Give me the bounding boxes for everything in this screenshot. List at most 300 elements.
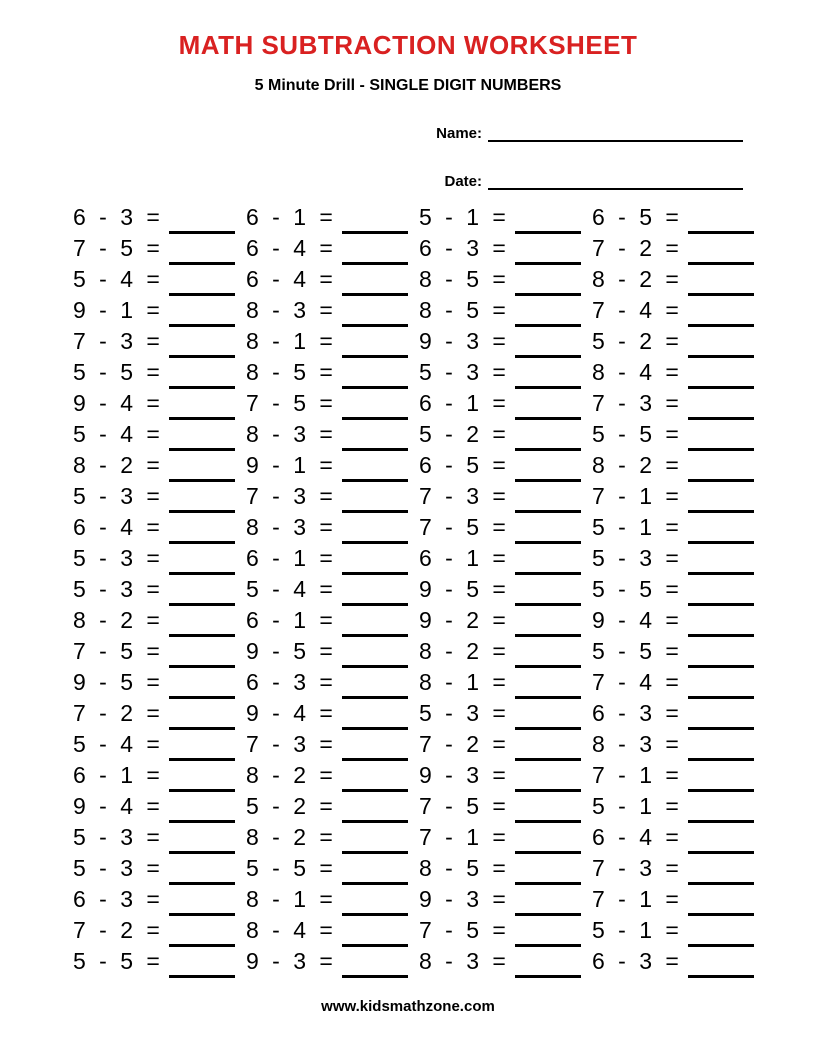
problem-cell — [246, 824, 419, 855]
problem-expression: 5 - 2 = — [246, 793, 334, 819]
answer-blank — [688, 297, 754, 327]
answer-blank — [515, 545, 581, 575]
problem-expression: 6 - 3 = — [246, 669, 334, 695]
name-write-line — [488, 120, 743, 142]
problem-cell — [419, 700, 592, 731]
answer-blank — [688, 762, 754, 792]
problem-cell — [73, 638, 246, 669]
answer-blank — [688, 948, 754, 978]
problem-expression: 7 - 1 = — [592, 483, 680, 509]
problem-cell — [246, 607, 419, 638]
answer-blank — [688, 514, 754, 544]
problem-expression: 8 - 5 = — [419, 855, 507, 881]
answer-blank — [515, 607, 581, 637]
answer-blank — [688, 886, 754, 916]
problem-cell — [246, 700, 419, 731]
problem-expression: 9 - 5 = — [73, 669, 161, 695]
answer-blank — [342, 669, 408, 699]
problem-cell — [246, 514, 419, 545]
problem-cell — [246, 948, 419, 979]
answer-blank — [169, 390, 235, 420]
problem-cell — [419, 328, 592, 359]
answer-blank — [342, 762, 408, 792]
problem-cell — [246, 855, 419, 886]
problem-expression: 7 - 5 = — [73, 235, 161, 261]
page-title: MATH SUBTRACTION WORKSHEET — [178, 30, 638, 60]
problem-expression: 5 - 4 = — [73, 731, 161, 757]
problem-expression: 7 - 1 = — [419, 824, 507, 850]
answer-blank — [169, 638, 235, 668]
answer-blank — [342, 235, 408, 265]
problem-cell — [592, 390, 765, 421]
answer-blank — [342, 204, 408, 234]
answer-blank — [688, 669, 754, 699]
problem-expression: 7 - 1 = — [592, 762, 680, 788]
problem-expression: 5 - 3 = — [73, 855, 161, 881]
problem-cell — [419, 483, 592, 514]
problem-cell — [246, 762, 419, 793]
problem-cell — [73, 514, 246, 545]
problem-expression: 5 - 5 = — [246, 855, 334, 881]
problem-cell — [73, 669, 246, 700]
problem-expression: 6 - 3 = — [73, 886, 161, 912]
problem-cell — [592, 545, 765, 576]
answer-blank — [515, 421, 581, 451]
answer-blank — [688, 452, 754, 482]
page-subtitle: 5 Minute Drill - SINGLE DIGIT NUMBERS — [254, 77, 562, 94]
answer-blank — [515, 886, 581, 916]
answer-blank — [169, 793, 235, 823]
problem-cell — [73, 266, 246, 297]
answer-blank — [342, 607, 408, 637]
problem-cell — [419, 421, 592, 452]
answer-blank — [169, 948, 235, 978]
problem-cell — [419, 576, 592, 607]
answer-blank — [515, 824, 581, 854]
name-label: Name: — [436, 125, 482, 142]
problem-cell — [73, 328, 246, 359]
problems-grid — [73, 204, 765, 979]
problem-expression: 5 - 4 = — [73, 266, 161, 292]
problem-expression: 6 - 4 = — [246, 235, 334, 261]
problem-expression: 7 - 3 = — [419, 483, 507, 509]
date-write-line — [488, 168, 743, 190]
problem-expression: 8 - 1 = — [419, 669, 507, 695]
problem-cell — [592, 328, 765, 359]
problem-expression: 8 - 4 = — [592, 359, 680, 385]
problem-expression: 5 - 4 = — [246, 576, 334, 602]
problem-expression: 7 - 4 = — [592, 669, 680, 695]
problem-cell — [592, 514, 765, 545]
problem-expression: 9 - 5 = — [419, 576, 507, 602]
problem-expression: 8 - 2 = — [592, 452, 680, 478]
problem-cell — [419, 545, 592, 576]
problem-cell — [73, 793, 246, 824]
answer-blank — [169, 545, 235, 575]
problem-cell — [73, 886, 246, 917]
problem-expression: 7 - 2 = — [419, 731, 507, 757]
problem-cell — [419, 855, 592, 886]
answer-blank — [342, 545, 408, 575]
problem-cell — [73, 235, 246, 266]
answer-blank — [515, 948, 581, 978]
answer-blank — [342, 886, 408, 916]
problem-expression: 7 - 3 = — [246, 731, 334, 757]
problem-cell — [592, 235, 765, 266]
problem-cell — [419, 948, 592, 979]
problem-cell — [246, 297, 419, 328]
problem-expression: 8 - 3 = — [592, 731, 680, 757]
problem-cell — [419, 638, 592, 669]
answer-blank — [688, 390, 754, 420]
problem-expression: 6 - 5 = — [592, 204, 680, 230]
answer-blank — [169, 359, 235, 389]
problem-cell — [592, 204, 765, 235]
problem-cell — [592, 793, 765, 824]
answer-blank — [169, 266, 235, 296]
problem-cell — [592, 297, 765, 328]
problem-cell — [592, 359, 765, 390]
problem-expression: 6 - 1 = — [419, 390, 507, 416]
problem-cell — [592, 917, 765, 948]
problem-cell — [419, 514, 592, 545]
problem-cell — [592, 266, 765, 297]
problem-expression: 7 - 1 = — [592, 886, 680, 912]
problem-expression: 8 - 2 = — [73, 452, 161, 478]
answer-blank — [169, 855, 235, 885]
problem-cell — [592, 421, 765, 452]
problem-cell — [246, 638, 419, 669]
answer-blank — [169, 576, 235, 606]
problem-expression: 7 - 5 = — [246, 390, 334, 416]
problem-expression: 7 - 3 = — [73, 328, 161, 354]
answer-blank — [342, 731, 408, 761]
answer-blank — [688, 421, 754, 451]
answer-blank — [688, 483, 754, 513]
problem-cell — [592, 700, 765, 731]
problem-expression: 5 - 5 = — [592, 421, 680, 447]
problem-expression: 6 - 3 = — [592, 700, 680, 726]
answer-blank — [169, 700, 235, 730]
problem-expression: 7 - 3 = — [246, 483, 334, 509]
problem-cell — [592, 576, 765, 607]
answer-blank — [515, 731, 581, 761]
problem-expression: 5 - 2 = — [419, 421, 507, 447]
problem-expression: 9 - 4 = — [73, 793, 161, 819]
answer-blank — [515, 390, 581, 420]
problem-cell — [73, 452, 246, 483]
answer-blank — [515, 359, 581, 389]
problem-expression: 6 - 3 = — [73, 204, 161, 230]
problem-cell — [419, 886, 592, 917]
problem-cell — [419, 204, 592, 235]
problem-expression: 6 - 5 = — [419, 452, 507, 478]
problem-cell — [246, 886, 419, 917]
problem-cell — [419, 917, 592, 948]
problem-expression: 7 - 4 = — [592, 297, 680, 323]
problem-cell — [419, 390, 592, 421]
problem-expression: 6 - 1 = — [246, 204, 334, 230]
answer-blank — [342, 328, 408, 358]
answer-blank — [515, 204, 581, 234]
problem-expression: 8 - 3 = — [246, 514, 334, 540]
problem-expression: 9 - 2 = — [419, 607, 507, 633]
problem-expression: 8 - 2 = — [246, 762, 334, 788]
problem-cell — [73, 917, 246, 948]
problem-cell — [73, 390, 246, 421]
problem-cell — [419, 297, 592, 328]
problem-cell — [419, 824, 592, 855]
answer-blank — [688, 917, 754, 947]
answer-blank — [169, 235, 235, 265]
problem-cell — [246, 452, 419, 483]
answer-blank — [515, 235, 581, 265]
problem-expression: 5 - 5 = — [73, 359, 161, 385]
problem-expression: 9 - 4 = — [246, 700, 334, 726]
problem-expression: 5 - 1 = — [592, 793, 680, 819]
answer-blank — [169, 421, 235, 451]
answer-blank — [515, 328, 581, 358]
problem-cell — [419, 266, 592, 297]
problem-cell — [246, 359, 419, 390]
answer-blank — [515, 700, 581, 730]
problem-expression: 5 - 5 = — [592, 638, 680, 664]
answer-blank — [688, 855, 754, 885]
answer-blank — [342, 576, 408, 606]
problem-expression: 5 - 3 = — [419, 359, 507, 385]
answer-blank — [515, 452, 581, 482]
problem-expression: 5 - 3 = — [592, 545, 680, 571]
problem-expression: 8 - 1 = — [246, 886, 334, 912]
answer-blank — [688, 545, 754, 575]
problem-cell — [246, 917, 419, 948]
answer-blank — [169, 483, 235, 513]
problem-expression: 8 - 5 = — [419, 266, 507, 292]
answer-blank — [169, 204, 235, 234]
problem-cell — [419, 359, 592, 390]
problem-expression: 6 - 1 = — [246, 607, 334, 633]
problem-expression: 8 - 2 = — [73, 607, 161, 633]
answer-blank — [688, 793, 754, 823]
answer-blank — [688, 731, 754, 761]
answer-blank — [342, 824, 408, 854]
problem-expression: 5 - 1 = — [592, 917, 680, 943]
problem-cell — [73, 359, 246, 390]
problem-expression: 5 - 5 = — [592, 576, 680, 602]
problem-expression: 7 - 2 = — [73, 917, 161, 943]
problem-expression: 9 - 3 = — [419, 762, 507, 788]
problem-expression: 6 - 3 = — [419, 235, 507, 261]
problem-expression: 6 - 3 = — [592, 948, 680, 974]
problem-expression: 5 - 3 = — [73, 824, 161, 850]
problem-expression: 9 - 4 = — [592, 607, 680, 633]
problem-expression: 8 - 1 = — [246, 328, 334, 354]
problem-expression: 6 - 1 = — [246, 545, 334, 571]
answer-blank — [169, 607, 235, 637]
problem-expression: 7 - 2 = — [73, 700, 161, 726]
answer-blank — [515, 266, 581, 296]
answer-blank — [515, 793, 581, 823]
problem-cell — [246, 390, 419, 421]
problem-cell — [592, 886, 765, 917]
answer-blank — [688, 576, 754, 606]
problem-expression: 8 - 5 = — [246, 359, 334, 385]
problem-expression: 9 - 3 = — [419, 886, 507, 912]
problem-cell — [592, 638, 765, 669]
problem-cell — [73, 855, 246, 886]
answer-blank — [515, 917, 581, 947]
problem-expression: 7 - 5 = — [73, 638, 161, 664]
answer-blank — [515, 514, 581, 544]
problem-cell — [419, 607, 592, 638]
answer-blank — [342, 855, 408, 885]
answer-blank — [688, 266, 754, 296]
answer-blank — [688, 700, 754, 730]
answer-blank — [688, 359, 754, 389]
answer-blank — [169, 917, 235, 947]
problem-expression: 7 - 5 = — [419, 917, 507, 943]
problem-cell — [246, 235, 419, 266]
problem-expression: 8 - 3 = — [419, 948, 507, 974]
problem-cell — [592, 452, 765, 483]
problem-expression: 8 - 2 = — [246, 824, 334, 850]
answer-blank — [169, 297, 235, 327]
answer-blank — [342, 266, 408, 296]
problem-expression: 6 - 4 = — [73, 514, 161, 540]
problem-cell — [419, 235, 592, 266]
answer-blank — [169, 762, 235, 792]
problem-expression: 6 - 1 = — [419, 545, 507, 571]
problem-expression: 8 - 5 = — [419, 297, 507, 323]
problem-cell — [73, 204, 246, 235]
answer-blank — [688, 607, 754, 637]
problem-expression: 5 - 5 = — [73, 948, 161, 974]
problem-expression: 6 - 1 = — [73, 762, 161, 788]
problem-expression: 8 - 2 = — [592, 266, 680, 292]
problem-expression: 7 - 2 = — [592, 235, 680, 261]
problem-expression: 9 - 5 = — [246, 638, 334, 664]
problem-expression: 8 - 2 = — [419, 638, 507, 664]
answer-blank — [342, 638, 408, 668]
answer-blank — [688, 235, 754, 265]
problem-cell — [73, 948, 246, 979]
problem-expression: 5 - 3 = — [73, 545, 161, 571]
problem-cell — [73, 545, 246, 576]
problem-cell — [73, 607, 246, 638]
answer-blank — [342, 793, 408, 823]
problem-expression: 9 - 3 = — [246, 948, 334, 974]
answer-blank — [342, 483, 408, 513]
problem-expression: 6 - 4 = — [246, 266, 334, 292]
problem-expression: 8 - 3 = — [246, 421, 334, 447]
problem-cell — [592, 948, 765, 979]
problem-expression: 5 - 1 = — [592, 514, 680, 540]
problem-cell — [73, 824, 246, 855]
problem-cell — [592, 762, 765, 793]
problem-expression: 9 - 4 = — [73, 390, 161, 416]
footer-url: www.kidsmathzone.com — [321, 998, 495, 1015]
problem-cell — [592, 855, 765, 886]
answer-blank — [515, 483, 581, 513]
problem-expression: 5 - 4 = — [73, 421, 161, 447]
problem-cell — [246, 731, 419, 762]
answer-blank — [169, 669, 235, 699]
problem-expression: 7 - 5 = — [419, 793, 507, 819]
date-field — [444, 168, 743, 190]
problem-expression: 8 - 4 = — [246, 917, 334, 943]
date-label: Date: — [444, 173, 482, 190]
problem-cell — [246, 483, 419, 514]
name-field — [436, 120, 743, 142]
problem-cell — [246, 421, 419, 452]
answer-blank — [515, 638, 581, 668]
problem-cell — [73, 297, 246, 328]
answer-blank — [515, 297, 581, 327]
problem-expression: 9 - 1 = — [246, 452, 334, 478]
answer-blank — [515, 855, 581, 885]
problem-cell — [73, 731, 246, 762]
problem-cell — [419, 669, 592, 700]
problem-expression: 8 - 3 = — [246, 297, 334, 323]
problem-cell — [246, 204, 419, 235]
problem-cell — [246, 669, 419, 700]
problem-expression: 5 - 1 = — [419, 204, 507, 230]
answer-blank — [515, 762, 581, 792]
problem-cell — [592, 483, 765, 514]
answer-blank — [342, 421, 408, 451]
answer-blank — [688, 204, 754, 234]
problem-cell — [73, 576, 246, 607]
problem-cell — [73, 421, 246, 452]
answer-blank — [169, 824, 235, 854]
problem-expression: 7 - 5 = — [419, 514, 507, 540]
answer-blank — [342, 948, 408, 978]
answer-blank — [169, 886, 235, 916]
problem-cell — [246, 545, 419, 576]
problem-expression: 9 - 1 = — [73, 297, 161, 323]
problem-expression: 7 - 3 = — [592, 390, 680, 416]
problem-expression: 6 - 4 = — [592, 824, 680, 850]
problem-cell — [592, 607, 765, 638]
problem-expression: 5 - 3 = — [419, 700, 507, 726]
problem-cell — [592, 731, 765, 762]
answer-blank — [342, 452, 408, 482]
answer-blank — [169, 514, 235, 544]
problem-expression: 9 - 3 = — [419, 328, 507, 354]
problem-cell — [246, 793, 419, 824]
answer-blank — [342, 700, 408, 730]
problem-cell — [73, 700, 246, 731]
answer-blank — [688, 824, 754, 854]
answer-blank — [515, 576, 581, 606]
problem-cell — [246, 328, 419, 359]
problem-cell — [246, 266, 419, 297]
answer-blank — [342, 297, 408, 327]
problem-cell — [73, 483, 246, 514]
problem-cell — [73, 762, 246, 793]
problem-cell — [419, 452, 592, 483]
problem-cell — [419, 793, 592, 824]
problem-cell — [419, 731, 592, 762]
answer-blank — [342, 514, 408, 544]
answer-blank — [342, 390, 408, 420]
answer-blank — [169, 328, 235, 358]
problem-cell — [592, 669, 765, 700]
answer-blank — [688, 328, 754, 358]
answer-blank — [342, 359, 408, 389]
answer-blank — [688, 638, 754, 668]
problem-cell — [592, 824, 765, 855]
